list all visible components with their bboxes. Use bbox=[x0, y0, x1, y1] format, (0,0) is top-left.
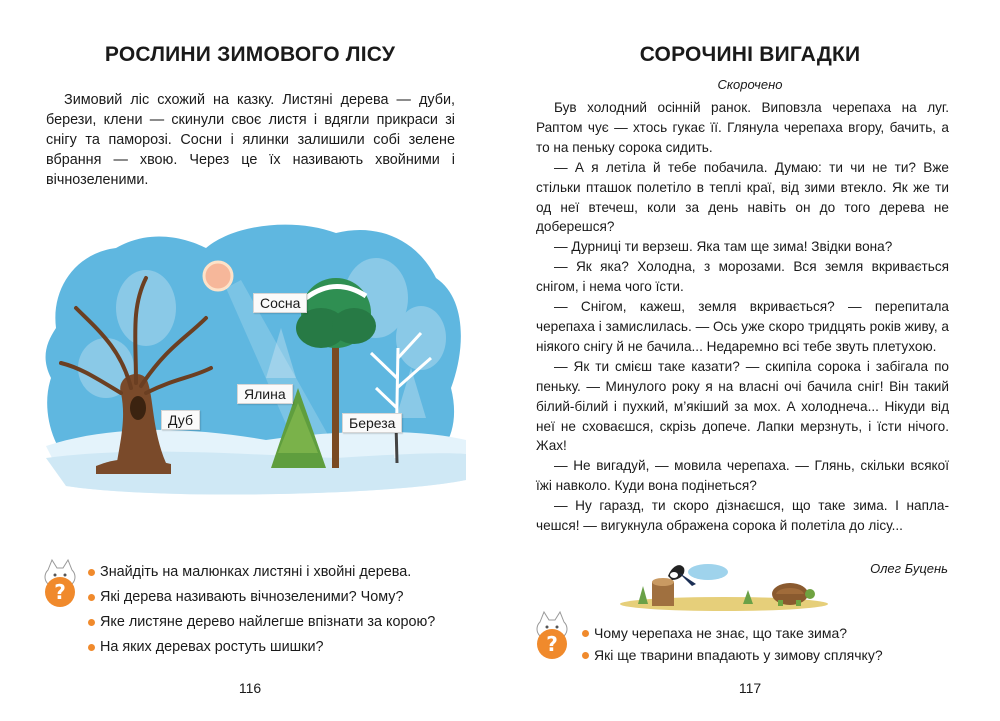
orange-bullet-icon bbox=[88, 569, 95, 576]
left-questions-list bbox=[88, 560, 468, 660]
story-paragraph: — Не вигадуй, — мовила черепаха. — Глянь, скільки всякої їжі навколо. Куди вона подінеться? bbox=[536, 458, 949, 494]
question-item: Які дерева називають вічнозеленими? Чому? bbox=[88, 585, 468, 610]
svg-text:?: ? bbox=[54, 580, 66, 604]
orange-bullet-icon bbox=[582, 652, 589, 659]
label-sosna: Сосна bbox=[253, 293, 307, 313]
question-item: Які ще тварини впадають у зимову сплячку? bbox=[582, 644, 942, 666]
question-item: Знайдіть на малюнках листяні і хвойні дерева. bbox=[88, 560, 468, 585]
story-author: Олег Буцень bbox=[870, 561, 948, 576]
story-paragraph: — А я летіла й тебе побачила. Думаю: ти чи не ти? Вже стільки пташок полетіло в теплі краї, від зими втекло. Як же ти од неї втечеш, коли за день навіть он до того дерева не доберешся? bbox=[536, 159, 949, 235]
question-mascot-icon bbox=[532, 610, 572, 660]
sun-icon bbox=[204, 262, 232, 290]
orange-bullet-icon bbox=[582, 630, 589, 637]
story-subtitle: Скорочено bbox=[717, 77, 783, 92]
orange-bullet-icon bbox=[88, 619, 95, 626]
left-intro-text bbox=[46, 91, 455, 191]
label-bereza: Береза bbox=[342, 413, 402, 433]
label-dub: Дуб bbox=[161, 410, 200, 430]
left-page-title: РОСЛИНИ ЗИМОВОГО ЛІСУ bbox=[104, 43, 396, 66]
story-paragraph: Був холодний осінній ранок. Виповзла черепаха на луг. Раптом чує — хтось гукає її. Глянула черепаха вгору, бачить, а то на пеньку сорока сидить. bbox=[536, 100, 949, 155]
question-item: Чому черепаха не знає, що таке зима? bbox=[582, 622, 942, 644]
question-item: Яке листяне дерево найлегше впізнати за корою? bbox=[88, 610, 468, 635]
question-mascot-icon bbox=[40, 558, 80, 608]
story-text bbox=[536, 98, 949, 536]
right-page-title: СОРОЧИНІ ВИГАДКИ bbox=[639, 43, 861, 66]
page-number-left: 116 bbox=[238, 680, 262, 696]
winter-forest-illustration bbox=[36, 218, 476, 500]
magpie-turtle-illustration bbox=[618, 560, 830, 612]
orange-bullet-icon bbox=[88, 644, 95, 651]
story-paragraph: — Ну гаразд, ти скоро дізнаєшся, що таке зима. І напла-чешся! — вигукнула ображена сорока й полетіла до лісу... bbox=[536, 498, 949, 534]
question-item: На яких деревах ростуть шишки? bbox=[88, 635, 468, 660]
right-questions-list bbox=[582, 622, 942, 666]
right-page bbox=[500, 0, 1000, 721]
story-paragraph: — Як ти смієш таке казати? — скипіла сорока і забігала по пеньку. — Минулого року я на власні очі бачила сніг! Він такий білий-білий і пухкий, м’якіший за мох. А холоднеча... Нікуди від неї не сховаєшся, скрізь допече. Лапки мерзнуть, і їсти нічого. Жах! bbox=[536, 358, 949, 454]
story-paragraph: — Дурниці ти верзеш. Яка там ще зима! Звідки вона? bbox=[554, 239, 893, 255]
orange-bullet-icon bbox=[88, 594, 95, 601]
svg-text:?: ? bbox=[546, 632, 558, 656]
intro-paragraph: Зимовий ліс схожий на казку. Листяні дерева — дуби, берези, клени — скинули своє листя і вдягли прикраси зі снігу та паморозі. Сосни і ялинки залишили собі зелене вбрання — хвою. Через це їх називають хвойними і вічнозеленими. bbox=[46, 92, 455, 188]
story-paragraph: — Снігом, кажеш, земля вкривається? — перепитала черепаха і замислилась. — Ось уже скоро тридцять років живу, а ніякого снігу й не бачила... Недаремно всі тебе звуть плетухою. bbox=[536, 299, 949, 354]
label-yalyna: Ялина bbox=[237, 384, 293, 404]
page-number-right: 117 bbox=[738, 680, 762, 696]
story-paragraph: — Як яка? Холодна, з морозами. Вся земля вкривається снігом, і нема чого їсти. bbox=[536, 259, 949, 295]
